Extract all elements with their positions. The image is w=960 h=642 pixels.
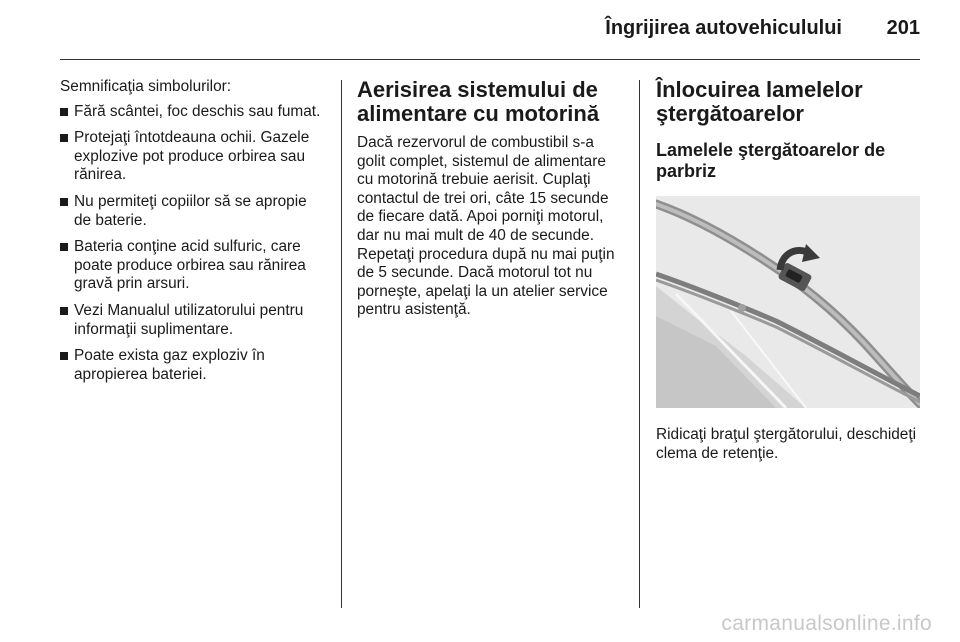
section-title-fuel-bleeding: Aerisirea sistemului de alimentare cu motorină — [357, 77, 600, 126]
wiper-blade-illustration — [656, 196, 920, 408]
column-divider-1 — [341, 80, 342, 608]
fuel-bleeding-text: Dacă rezervorul de combustibil s-a golit complet, sistemul de alimentare cu motorină trebuie aerisit. Cuplaţi contactul de trei ori, câte 15 secunde de fiecare dată. Apoi porniţi motorul, dar nu mai mult de 40 de secunde. Repetaţi procedura după nu mai puţin de 5 secunde. Dacă motorul tot nu porneşte, apelaţi la un atelier service pentru asistenţă. — [357, 134, 615, 319]
wiper-instruction-text: Ridicaţi braţul ştergătorului, deschideţi clema de retenţie. — [656, 426, 917, 462]
header-rule — [60, 59, 920, 60]
bullet-square-icon — [60, 243, 68, 251]
list-item: Poate exista gaz exploziv în apropierea bateriei. — [60, 347, 328, 384]
list-item: Vezi Manualul utilizatorului pentru informaţii suplimentare. — [60, 302, 328, 339]
bullet-square-icon — [60, 134, 68, 142]
subsection-title-windscreen-wipers: Lamelele ştergătoarelor de parbriz — [656, 140, 886, 181]
bullet-square-icon — [60, 108, 68, 116]
list-item: Nu permiteţi copiilor să se apropie de baterie. — [60, 193, 328, 230]
page-number: 201 — [886, 17, 920, 39]
wiper-blade-icon — [656, 196, 920, 408]
watermark: carmanualsonline.info — [721, 612, 932, 635]
symbols-intro: Semnificaţia simbolurilor: — [60, 78, 232, 95]
column-wiper-replacement — [656, 78, 921, 463]
list-item: Protejaţi întotdeauna ochii. Gazele explozive pot produce orbirea sau rănirea. — [60, 129, 328, 185]
bullet-square-icon — [60, 352, 68, 360]
column-divider-2 — [639, 80, 640, 608]
list-item: Bateria conţine acid sulfuric, care poate produce orbirea sau rănirea gravă prin arsuri. — [60, 238, 328, 294]
list-item: Fără scântei, foc deschis sau fumat. — [60, 103, 328, 122]
section-title-wiper-replacement: Înlocuirea lamelelor ştergătoarelor — [656, 77, 863, 126]
symbols-list — [60, 103, 328, 385]
header-title: Îngrijirea autovehiculului — [605, 17, 842, 39]
page-header — [0, 0, 960, 60]
bullet-square-icon — [60, 198, 68, 206]
column-fuel-bleeding — [357, 78, 625, 320]
bullet-square-icon — [60, 307, 68, 315]
column-symbols — [60, 78, 328, 392]
